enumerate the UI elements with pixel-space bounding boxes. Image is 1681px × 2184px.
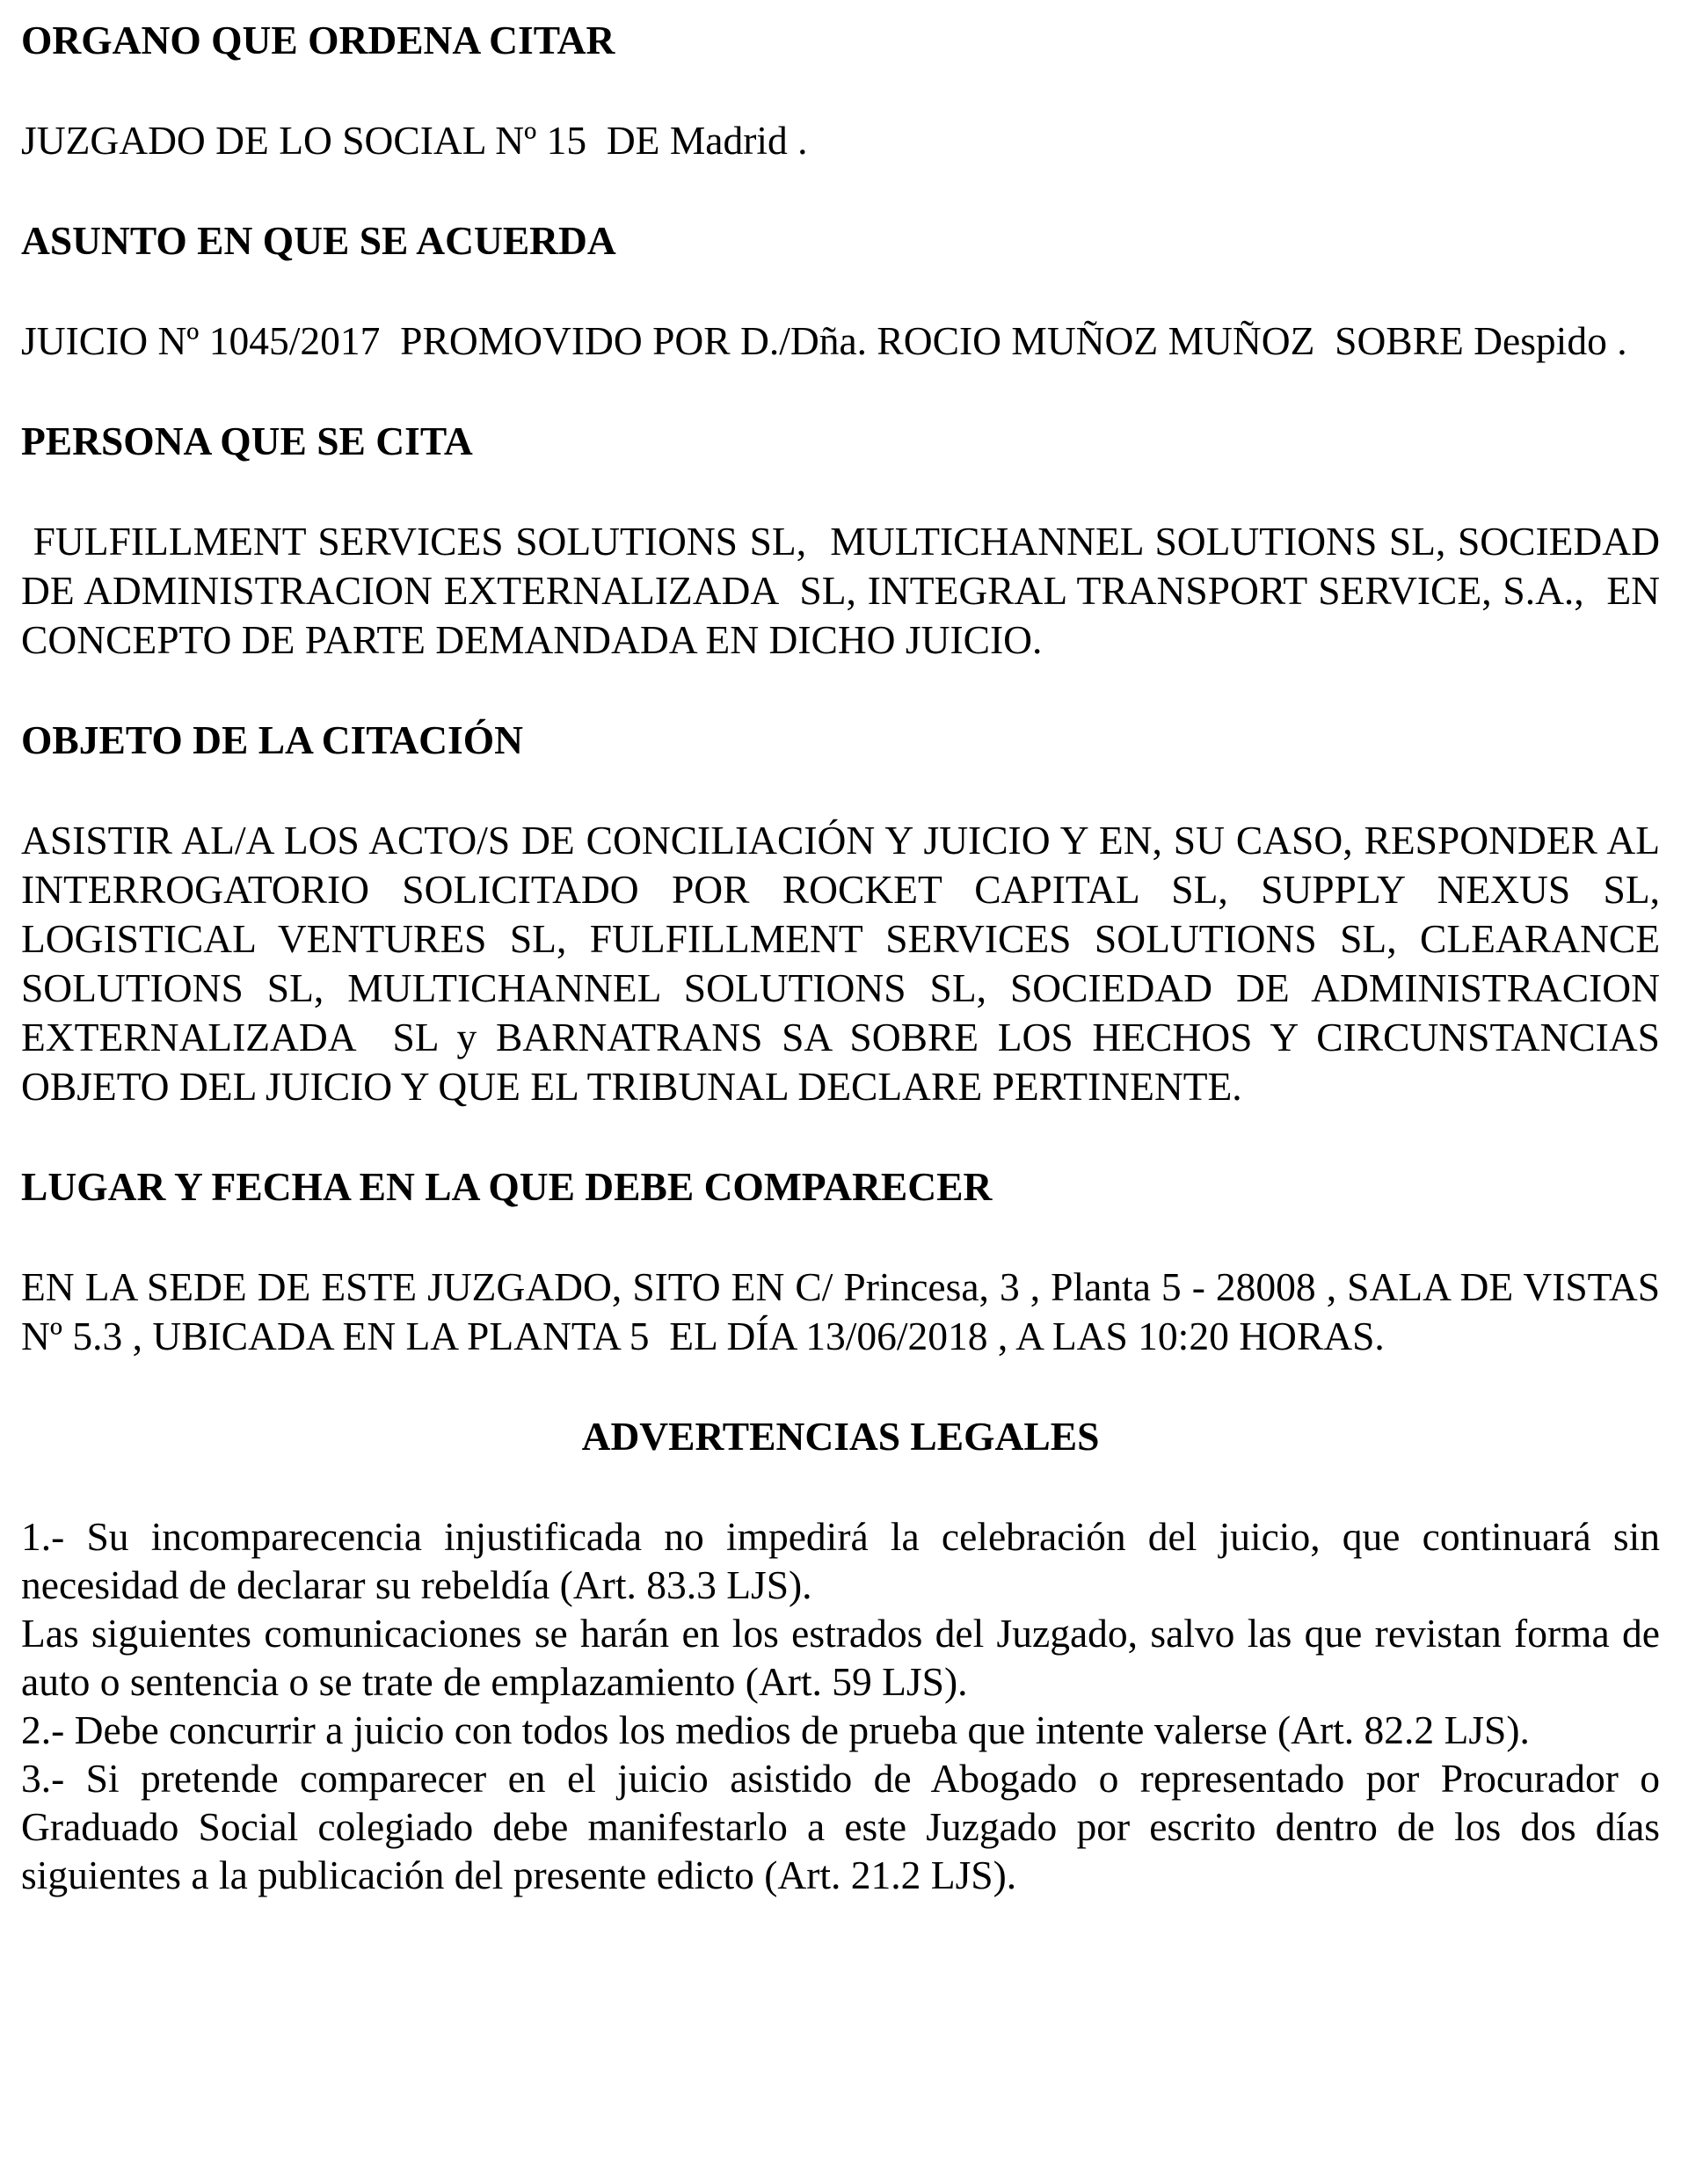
spacer	[21, 765, 1660, 816]
objeto-heading: OBJETO DE LA CITACIÓN	[21, 717, 523, 762]
spacer	[21, 1212, 1660, 1263]
asunto-text: JUICIO Nº 1045/2017 PROMOVIDO POR D./Dña. ROCIO MUÑOZ MUÑOZ SOBRE Despido .	[21, 318, 1627, 363]
legal-item-1: 1.- Su incomparecencia injustificada no impedirá la celebración del juicio, que continuará sin necesidad de declarar su rebeldía (Art. 83.3 LJS).	[21, 1514, 1660, 1607]
objeto-text: ASISTIR AL/A LOS ACTO/S DE CONCILIACIÓN Y JUICIO Y EN, SU CASO, RESPONDER AL INTERROGATORIO SOLICITADO POR ROCKET CAPITAL SL, SUPPLY NEXUS SL, LOGISTICAL VENTURES SL, FULFILLMENT SERVICES SOLUTIONS SL, CLEARANCE SOLUTIONS SL, MULTICHANNEL SOLUTIONS SL, SOCIEDAD DE ADMINISTRACION EXTERNALIZADA SL y BARNATRANS SA SOBRE LOS HECHOS Y CIRCUNSTANCIAS OBJETO DEL JUICIO Y QUE EL TRIBUNAL DECLARE PERTINENTE.	[21, 818, 1670, 1109]
organo-heading: ORGANO QUE ORDENA CITAR	[21, 18, 615, 62]
advertencias-heading: ADVERTENCIAS LEGALES	[581, 1414, 1100, 1459]
lugar-text: EN LA SEDE DE ESTE JUZGADO, SITO EN C/ Princesa, 3 , Planta 5 - 28008 , SALA DE VISTAS Nº 5.3 , UBICADA EN LA PLANTA 5 EL DÍA 13/06/2018 , A LAS 10:20 HORAS.	[21, 1264, 1670, 1358]
organo-text: JUZGADO DE LO SOCIAL Nº 15 DE Madrid .	[21, 118, 808, 163]
legal-item-3: 2.- Debe concurrir a juicio con todos los medios de prueba que intente valerse (Art. 82.2 LJS).	[21, 1707, 1530, 1752]
legal-item-4: 3.- Si pretende comparecer en el juicio asistido de Abogado o representado por Procurador o Graduado Social colegiado debe manifestarlo a este Juzgado por escrito dentro de los dos días siguientes a la publicación del presente edicto (Art. 21.2 LJS).	[21, 1756, 1660, 1897]
spacer	[21, 65, 1660, 116]
spacer	[21, 266, 1660, 317]
document-page	[21, 16, 1670, 1899]
spacer	[21, 165, 1660, 216]
persona-heading: PERSONA QUE SE CITA	[21, 419, 473, 463]
persona-text: FULFILLMENT SERVICES SOLUTIONS SL, MULTICHANNEL SOLUTIONS SL, SOCIEDAD DE ADMINISTRACION EXTERNALIZADA SL, INTEGRAL TRANSPORT SERVICE, S.A., EN CONCEPTO DE PARTE DEMANDADA EN DICHO JUICIO.	[21, 519, 1670, 662]
spacer	[21, 1111, 1660, 1162]
spacer	[21, 665, 1660, 716]
spacer	[21, 1361, 1660, 1412]
lugar-heading: LUGAR Y FECHA EN LA QUE DEBE COMPARECER	[21, 1164, 993, 1209]
asunto-heading: ASUNTO EN QUE SE ACUERDA	[21, 218, 616, 263]
spacer	[21, 1461, 1660, 1512]
legal-item-2: Las siguientes comunicaciones se harán en los estrados del Juzgado, salvo las que revistan forma de auto o sentencia o se trate de emplazamiento (Art. 59 LJS).	[21, 1611, 1660, 1704]
spacer	[21, 466, 1660, 517]
spacer	[21, 366, 1660, 417]
